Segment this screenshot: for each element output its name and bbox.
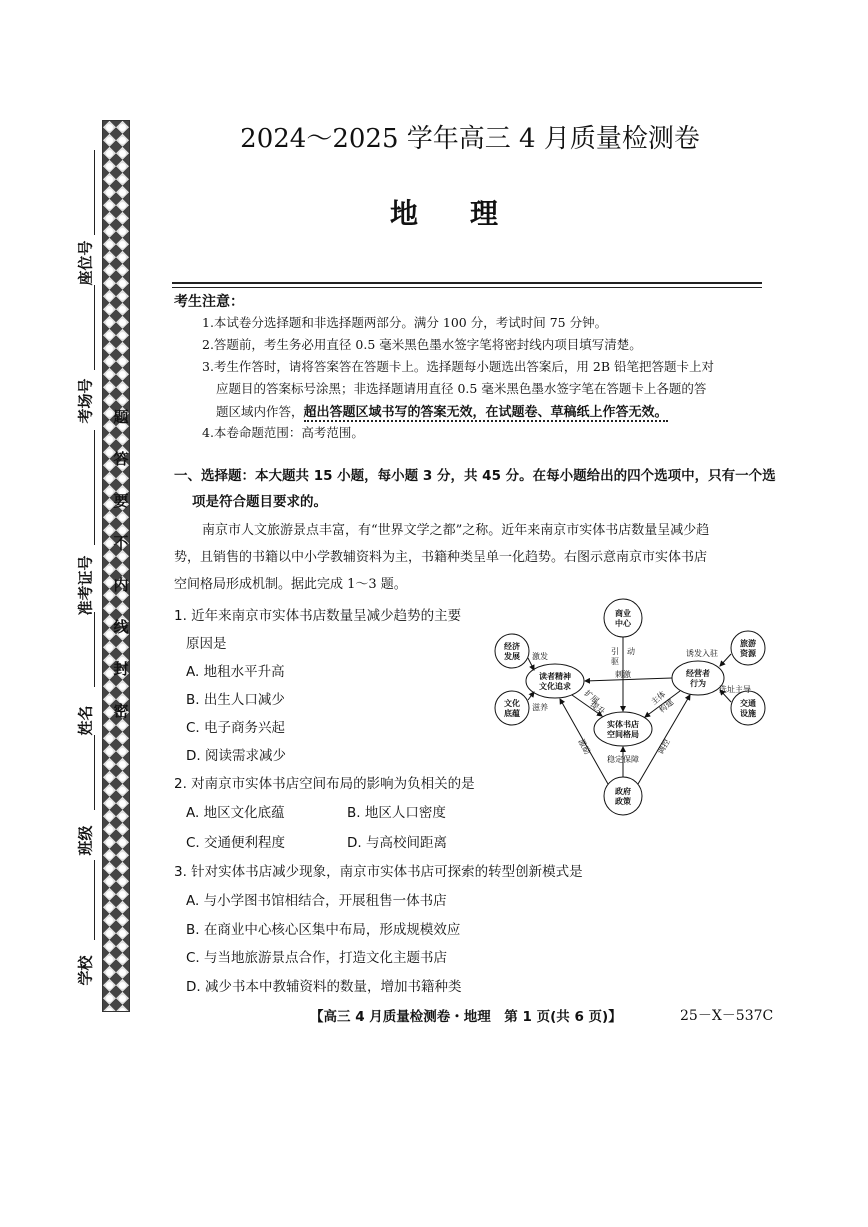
node-operator-label-1: 经营者 [686,669,710,678]
admission-fill-line[interactable] [94,430,95,545]
header-rule [172,287,762,288]
node-traffic [731,691,765,725]
edge-label-tisheng: 提升 [588,699,607,717]
notice-heading: 考生注意： [174,294,244,310]
node-commerce-label-1: 商业 [615,609,631,618]
node-traffic-label-1: 交通 [740,699,756,708]
question-1-option-c[interactable]: C. 电子商务兴起 [186,720,286,736]
edge-label-dong: 动 [627,647,635,656]
node-reader [526,664,584,698]
class-fill-line[interactable] [94,735,95,810]
edge-label-youfa: 诱发入驻 [686,649,718,658]
edge-label-goujian: 构建 [657,697,676,715]
seat-fill-line[interactable] [94,150,95,235]
field-room: 考场号 [76,378,95,424]
node-culture-label-1: 文化 [504,699,520,708]
edge-label-tiaokong: 调控 [655,737,672,756]
question-3-stem: 3. 针对实体书店减少现象，南京市实体书店可探索的转型创新模式是 [174,864,583,880]
node-tourism-label-2: 资源 [740,649,756,658]
school-fill-line[interactable] [94,860,95,940]
node-economy-label-2: 发展 [504,652,520,661]
name-fill-line[interactable] [94,612,95,687]
exam-subject: 地理 [389,197,550,230]
field-class: 班级 [76,825,95,856]
notice-item: 4.本卷命题范围：高考范围。 [202,425,364,440]
page-footer: 【高三 4 月质量检测卷・地理 第 1 页(共 6 页)】 [310,1009,622,1025]
passage-line: 空间格局形成机制。据此完成 1～3 题。 [174,577,407,592]
edge-culture-reader [528,692,534,700]
node-economy-label-1: 经济 [504,642,520,651]
node-government-label-2: 政策 [615,797,631,806]
notice-item: 2.答题前，考生务必用直径 0.5 毫米黑色墨水签字笔将密封线内项目填写清楚。 [202,337,642,352]
edge-label-kuojian: 扩展 [582,688,601,706]
room-fill-line[interactable] [94,285,95,370]
node-store-label-2: 空间格局 [607,730,639,739]
node-economy [495,634,529,668]
seal-char: 封 [113,660,129,678]
field-seat: 座位号 [76,240,95,286]
notice-item: 1.本试卷分选择题和非选择题两部分。满分 100 分，考试时间 75 分钟。 [202,315,608,330]
node-reader-label-2: 文化追求 [539,682,571,691]
node-tourism [731,631,765,665]
node-commerce [604,599,642,637]
edge-label-ciji: 刺激 [615,670,631,679]
edge-label-wending: 稳定 [607,755,623,764]
seal-char: 要 [113,492,129,510]
node-traffic-label-2: 设施 [740,709,756,718]
section-heading: 项是符合题目要求的。 [192,494,327,510]
question-3-option-a[interactable]: A. 与小学图书馆相结合，开展租售一体书店 [186,893,447,909]
node-store [594,712,652,746]
exam-title: 2024～2025 学年高三 4 月质量检测卷 [240,124,700,154]
seal-char: 线 [113,618,129,636]
edge-label-ziyang: 滋养 [532,703,548,712]
seal-char: 密 [113,702,129,720]
node-operator [672,661,724,695]
seal-char: 题 [113,408,129,426]
question-1-option-a[interactable]: A. 地租水平升高 [186,664,285,680]
binding-border-strip [102,120,130,1012]
edge-label-zhuti: 主体 [649,689,668,707]
notice-item-line [216,401,668,420]
section-heading: 一、选择题：本大题共 15 小题，每小题 3 分，共 45 分。在每小题给出的四个选项中，只有一个选 [174,468,776,484]
notice-item: 题区域内作答， [216,404,304,419]
question-2-option-d[interactable]: D. 与高校间距离 [347,835,447,851]
seal-char: 不 [113,534,129,552]
question-2-option-a[interactable]: A. 地区文化底蕴 [186,805,285,821]
node-tourism-label-1: 旅游 [740,639,756,648]
edge-label-qu: 驱 [611,657,619,666]
node-culture-label-2: 底蕴 [504,709,520,718]
question-2-option-b[interactable]: B. 地区人口密度 [347,805,446,821]
node-store-label-1: 实体书店 [607,720,639,729]
node-culture [495,691,529,725]
notice-emphasis: 超出答题区域书写的答案无效，在试题卷、草稿纸上作答无效。 [303,405,668,420]
question-3-option-d[interactable]: D. 减少书本中教辅资料的数量，增加书籍种类 [186,979,462,995]
node-commerce-label-2: 中心 [615,619,631,628]
notice-item: 3.考生作答时，请将答案答在答题卡上。选择题每小题选出答案后，用 2B 铅笔把答题卡上对 [202,359,715,374]
edge-label-xuanzhi: 选址主导 [719,685,751,694]
header-rule [172,282,762,284]
exam-code: 25－X－537C [680,1008,774,1024]
node-government [604,777,642,815]
edge-label-jifa: 激发 [532,652,548,661]
field-name: 姓名 [76,705,95,736]
passage-line: 南京市人文旅游景点丰富，有“世界文学之都”之称。近年来南京市实体书店数量呈减少趋 [202,523,710,538]
edge-label-jili: 激励 [576,737,592,757]
question-1-stem: 原因是 [186,636,227,652]
field-admission: 准考证号 [76,555,95,616]
node-government-label-1: 政府 [615,787,631,796]
question-1-option-d[interactable]: D. 阅读需求减少 [186,748,286,764]
bookstore-mechanism-diagram [490,596,775,816]
notice-item: 应题目的答案标号涂黑；非选择题请用直径 0.5 毫米黑色墨水签字笔在答题卡上各题的答 [216,381,707,396]
question-3-option-c[interactable]: C. 与当地旅游景点合作，打造文化主题书店 [186,950,448,966]
edge-tourism-operator [720,654,731,666]
node-reader-label-1: 读者精神 [539,672,571,681]
seal-char: 内 [113,576,129,594]
edge-label-yin: 引 [611,647,619,656]
question-2-stem: 2. 对南京市实体书店空间布局的影响为负相关的是 [174,776,475,792]
question-3-option-b[interactable]: B. 在商业中心核心区集中布局，形成规模效应 [186,922,461,938]
node-operator-label-2: 行为 [690,679,706,688]
question-1-option-b[interactable]: B. 出生人口减少 [186,692,285,708]
question-2-option-c[interactable]: C. 交通便利程度 [186,835,286,851]
passage-line: 势，且销售的书籍以中小学教辅资料为主，书籍种类呈单一化趋势。右图示意南京市实体书店 [174,550,708,565]
edge-label-baozhang: 保障 [623,755,639,764]
field-school: 学校 [76,955,95,986]
question-1-stem: 1. 近年来南京市实体书店数量呈减少趋势的主要 [174,608,462,624]
seal-char: 答 [113,450,129,468]
